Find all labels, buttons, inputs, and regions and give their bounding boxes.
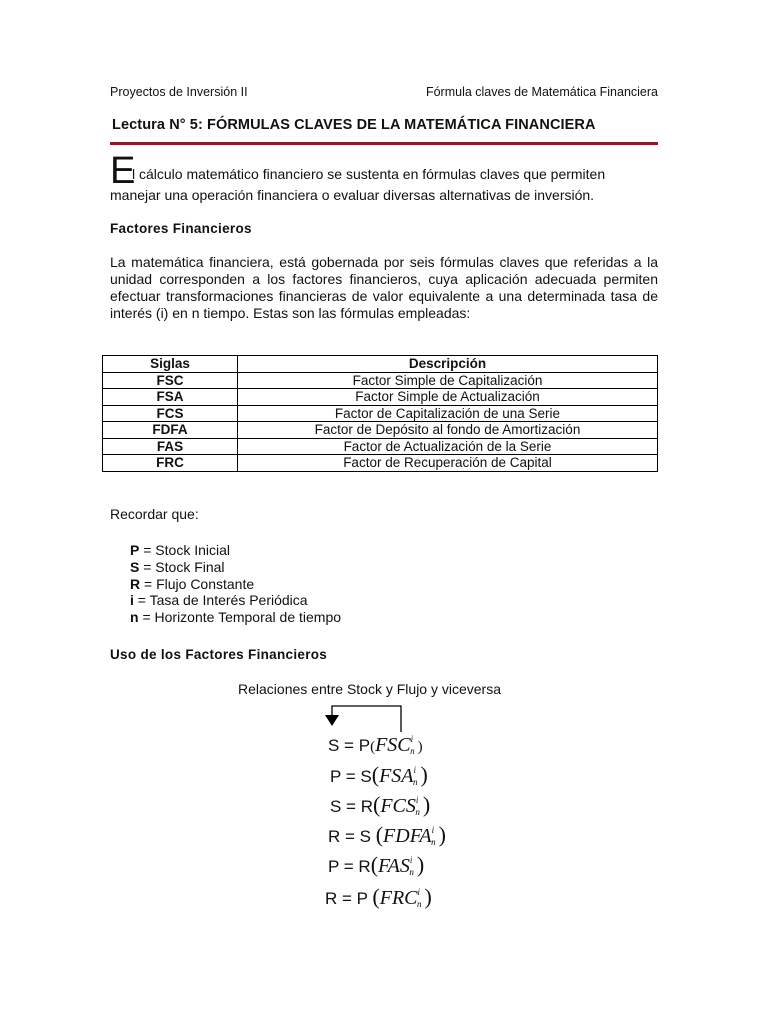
formula-lhs: P = R — [328, 857, 371, 876]
formula-subscript: n — [415, 807, 420, 817]
formula-subscript: n — [409, 867, 414, 877]
variable-item — [130, 592, 341, 609]
formula-fsa: $P = S(FSA^in$ ) — [330, 762, 428, 787]
formula-factor: FCS — [380, 795, 416, 817]
table-cell-sigla: FSC — [103, 372, 238, 389]
variable-symbol: n — [130, 609, 139, 626]
formula-subscript: n — [413, 777, 418, 787]
variable-symbol: S — [130, 558, 140, 575]
formula-fdfa: R = S (FDFA$^i$n ) — [328, 822, 446, 847]
formula-superscript: i — [417, 887, 421, 897]
header-right: Fórmula claves de Matemática Financiera — [425, 85, 658, 99]
formula-factor: FRC — [379, 887, 418, 909]
variable-description: = Stock Inicial — [139, 542, 230, 558]
table-cell-sigla: FCS — [103, 405, 238, 422]
formula-factor: FDFA — [383, 825, 432, 847]
formula-lhs: R = S — [328, 827, 376, 846]
page-title: Lectura N° 5: FÓRMULAS CLAVES DE LA MATEMÁTICA FINANCIERA — [112, 117, 596, 133]
formula-fas: $P = R(FAS^in$ ) — [328, 852, 425, 877]
formula-fsc: $S = P(FSC^in$ ) — [328, 734, 423, 756]
variable-description: = Tasa de Interés Periódica — [133, 592, 308, 609]
variable-item — [130, 609, 341, 626]
table-header-siglas: Siglas — [103, 356, 238, 373]
table-cell-sigla: FRC — [103, 455, 238, 472]
variable-symbol: R — [130, 575, 141, 592]
table-header-row — [103, 356, 658, 373]
table-cell-sigla: FDFA — [103, 422, 238, 439]
formula-subscript: n — [417, 899, 422, 909]
section-heading-factores: Factores Financieros — [110, 221, 252, 236]
factors-table — [102, 355, 658, 472]
recordar-label: Recordar que: — [110, 506, 199, 522]
table-row — [103, 422, 658, 439]
relations-caption: Relaciones entre Stock y Flujo y viceversa — [238, 681, 501, 697]
table-cell-descripcion: Factor de Recuperación de Capital — [238, 455, 658, 472]
formula-superscript: i — [413, 765, 417, 775]
table-row — [103, 455, 658, 472]
variables-list — [130, 542, 341, 626]
formula-superscript: i — [409, 855, 413, 865]
title-rule — [110, 142, 658, 145]
variable-description: = Flujo Constante — [140, 575, 255, 592]
variable-symbol: P — [130, 542, 140, 558]
table-row — [103, 438, 658, 455]
variable-item — [130, 559, 341, 576]
section-heading-uso: Uso de los Factores Financieros — [110, 647, 328, 662]
table-cell-sigla: FAS — [103, 438, 238, 455]
formula-lhs: P = S — [330, 767, 372, 786]
table-cell-descripcion: Factor de Depósito al fondo de Amortización — [238, 422, 658, 439]
variable-item — [130, 542, 341, 559]
formula-factor: FSA — [379, 765, 414, 787]
intro-line-2: manejar una operación financiera o evaluar diversas alternativas de inversión. — [110, 187, 595, 203]
formula-lhs: S = P — [328, 736, 371, 755]
formula-fcs: $S = R(FCS^in$ ) — [330, 792, 431, 817]
dropcap-letter: E — [110, 150, 136, 192]
flow-arrow-icon — [320, 702, 410, 734]
header-left: Proyectos de Inversión II — [110, 85, 248, 99]
formula-frc: R = P (FRC$^i$n ) — [325, 884, 432, 909]
formula-superscript: i — [431, 825, 435, 835]
table-cell-descripcion: Factor Simple de Actualización — [238, 389, 658, 406]
table-cell-descripcion: Factor de Capitalización de una Serie — [238, 405, 658, 422]
formula-superscript: i — [410, 734, 414, 744]
variable-description: = Horizonte Temporal de tiempo — [138, 609, 342, 626]
table-row — [103, 405, 658, 422]
formula-lhs: R = P — [325, 889, 373, 908]
variable-item — [130, 576, 341, 593]
factores-paragraph: La matemática financiera, está gobernada por seis fórmulas claves que referidas a la unidad corresponden a los factores financieros, cuya aplicación adecuada permiten efectuar transformaciones financieras de valor equivalente a una determinada tasa de interés (i) en n tiempo. Estas son las fórmulas empleadas: — [110, 254, 658, 321]
table-row — [103, 372, 658, 389]
variable-symbol: i — [130, 592, 134, 609]
table-cell-descripcion: Factor de Actualización de la Serie — [238, 438, 658, 455]
formula-lhs: S = R — [330, 797, 373, 816]
formula-subscript: n — [431, 837, 436, 847]
formula-subscript: n — [410, 746, 415, 756]
variable-description: = Stock Final — [139, 558, 225, 575]
intro-line-1: l cálculo matemático financiero se sustenta en fórmulas claves que permiten — [132, 166, 606, 182]
formula-factor: FSC — [375, 734, 411, 756]
table-header-descripcion: Descripción — [238, 356, 658, 373]
table-cell-sigla: FSA — [103, 389, 238, 406]
table-cell-descripcion: Factor Simple de Capitalización — [238, 372, 658, 389]
formula-factor: FAS — [378, 855, 410, 877]
table-row — [103, 389, 658, 406]
formula-superscript: i — [415, 795, 419, 805]
